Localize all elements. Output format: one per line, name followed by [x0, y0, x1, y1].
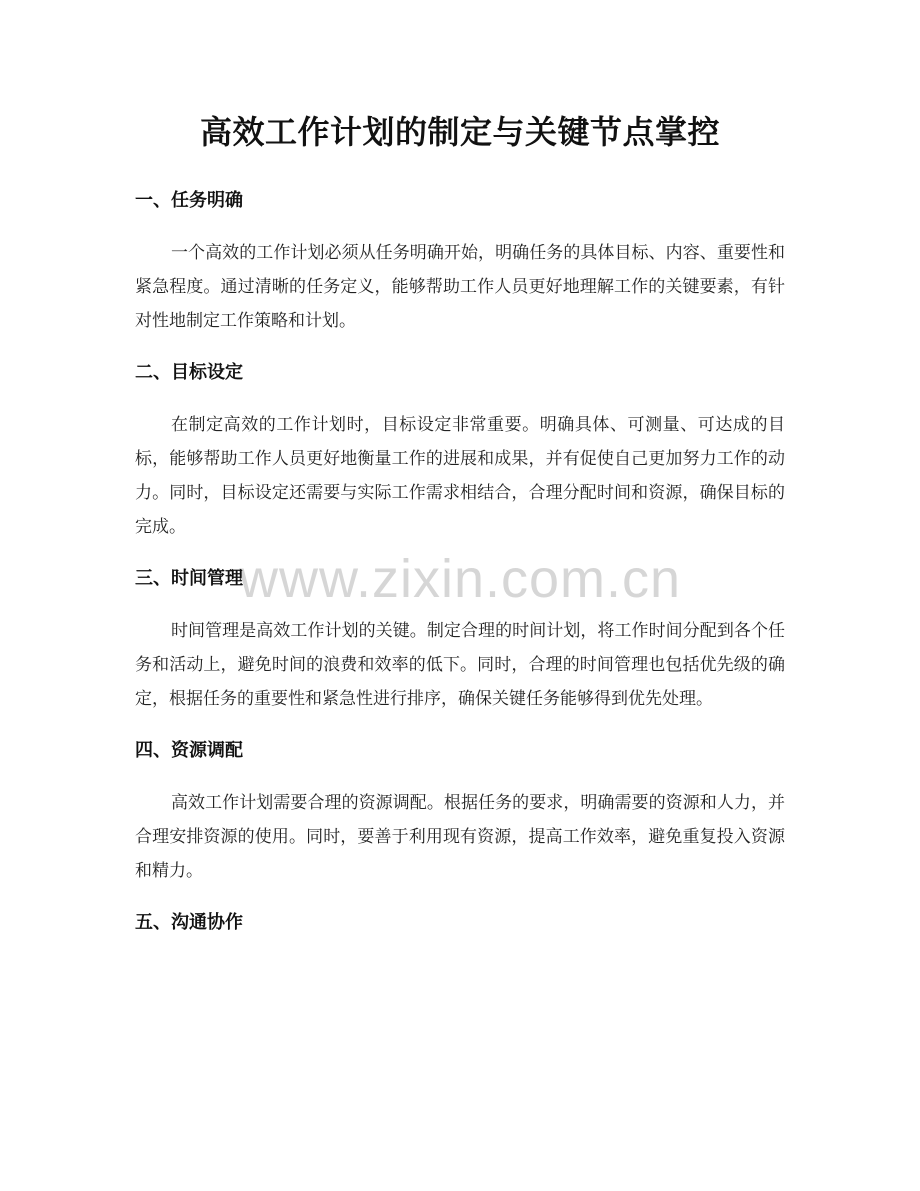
section-body-resources: 高效工作计划需要合理的资源调配。根据任务的要求，明确需要的资源和人力，并合理安排资源的使用。同时，要善于利用现有资源，提高工作效率，避免重复投入资源和精力。 — [135, 793, 785, 881]
watermark: www.zixin.com.cn — [238, 549, 682, 609]
section-heading-time: 三、时间管理 — [135, 568, 243, 589]
section-body-time: 时间管理是高效工作计划的关键。制定合理的时间计划，将工作时间分配到各个任务和活动上，避免时间的浪费和效率的低下。同时，合理的时间管理也包括优先级的确定，根据任务的重要性和紧急性进行排序，确保关键任务能够得到优先处理。 — [135, 621, 785, 709]
page-title: 高效工作计划的制定与关键节点掌控 — [199, 113, 720, 151]
document-body — [135, 180, 785, 944]
section-heading-resources: 四、资源调配 — [135, 740, 243, 761]
section-heading-goal: 二、目标设定 — [135, 362, 243, 383]
section-body-goal: 在制定高效的工作计划时，目标设定非常重要。明确具体、可测量、可达成的目标，能够帮助工作人员更好地衡量工作的进展和成果，并有促使自己更加努力工作的动力。同时，目标设定还需要与实际工作需求相结合，合理分配时间和资源，确保目标的完成。 — [135, 415, 785, 537]
section-body-task: 一个高效的工作计划必须从任务明确开始，明确任务的具体目标、内容、重要性和紧急程度。通过清晰的任务定义，能够帮助工作人员更好地理解工作的关键要素，有针对性地制定工作策略和计划。 — [135, 243, 785, 331]
section-heading-task: 一、任务明确 — [135, 190, 243, 211]
section-heading-communication: 五、沟通协作 — [135, 912, 243, 933]
